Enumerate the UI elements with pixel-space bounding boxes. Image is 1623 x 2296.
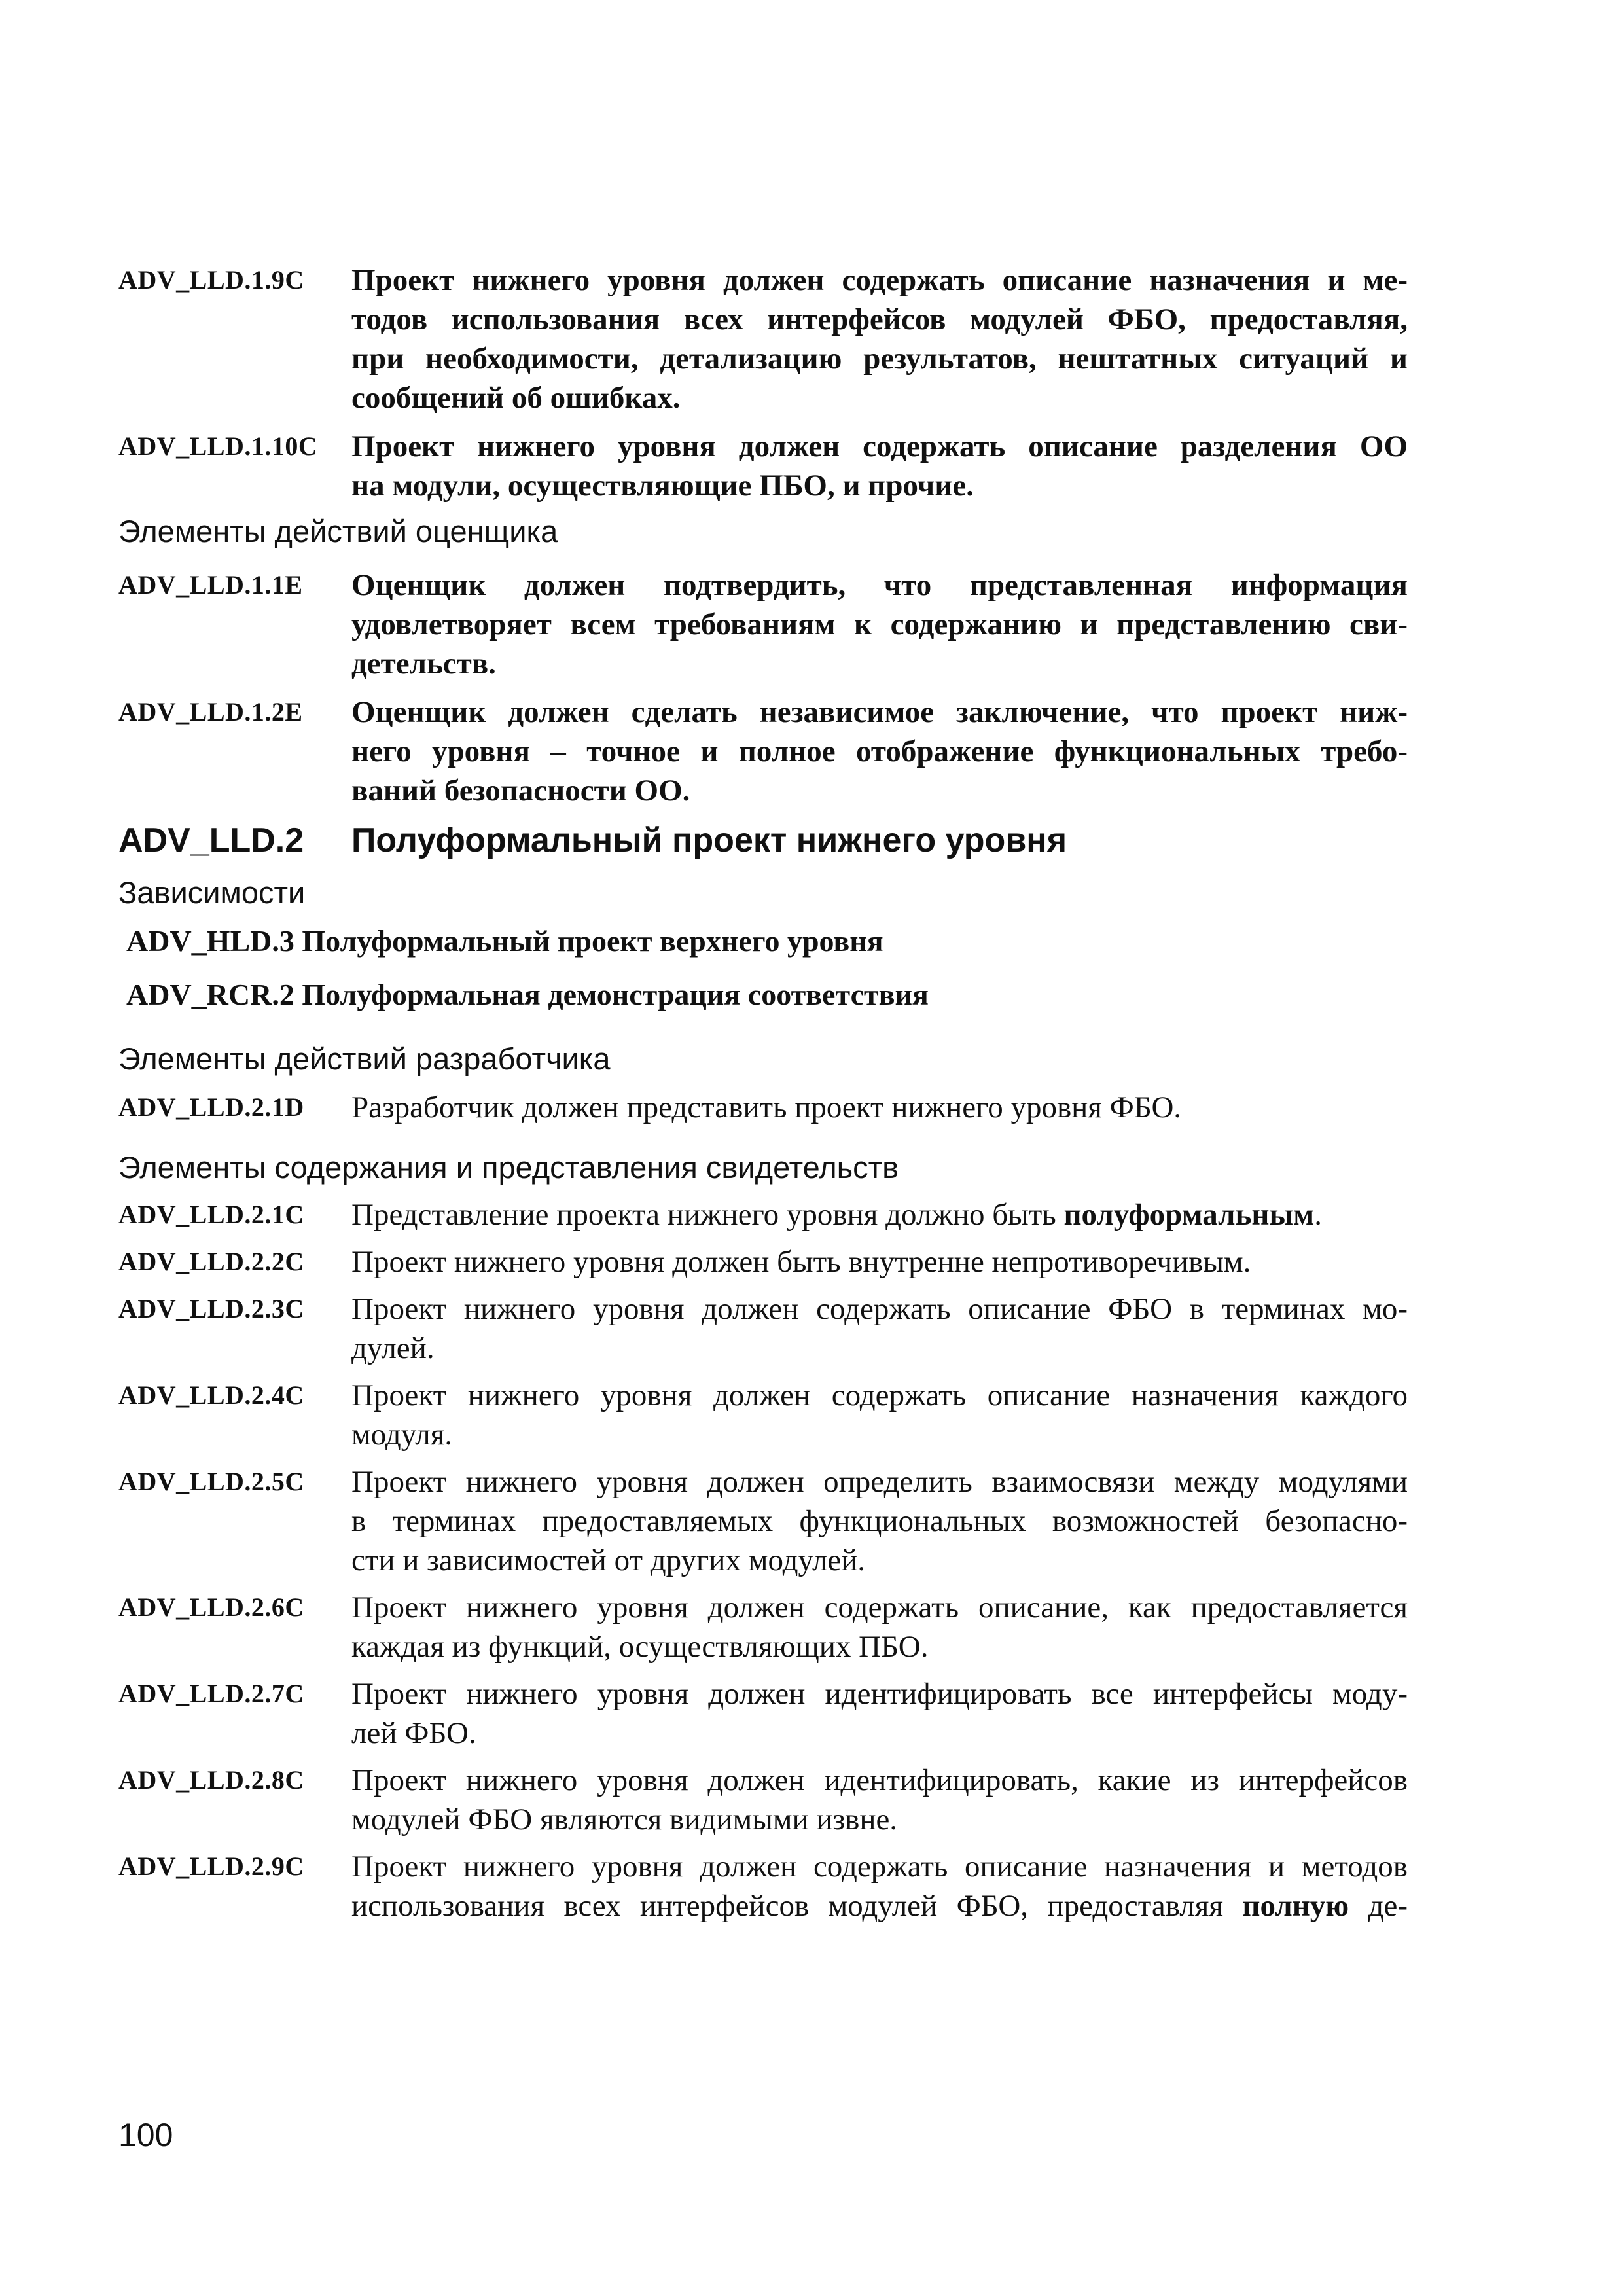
evaluator-element	[118, 692, 1408, 810]
content-element	[118, 1674, 1408, 1753]
text-line: при необходимости, детализацию результатов, нештатных ситуаций и	[351, 342, 1408, 376]
developer-element	[118, 1088, 1408, 1127]
content-element	[118, 1376, 1408, 1454]
content-element	[118, 1847, 1408, 1926]
text-line: него уровня – точное и полное отображение функциональных требо-	[351, 734, 1408, 768]
text-line: модуля.	[351, 1418, 453, 1452]
element-text	[351, 260, 1408, 418]
text-line: сти и зависимостей от других модулей.	[351, 1543, 866, 1577]
evaluator-element	[118, 565, 1408, 683]
element-text	[351, 692, 1408, 810]
dependency-item: ADV_HLD.3 Полуформальный проект верхнего уровня	[126, 924, 883, 958]
element-text	[351, 1195, 1408, 1234]
text-line: Проект нижнего уровня должен содержать описание, как предоставляется	[351, 1590, 1408, 1624]
element-text	[351, 565, 1408, 683]
dependencies-heading: Зависимости	[118, 875, 306, 910]
element-id: ADV_LLD.1.1E	[118, 570, 303, 600]
page-content	[118, 260, 1408, 1926]
section-heading	[118, 819, 1408, 861]
text-line: модулей ФБО являются видимыми извне.	[351, 1803, 898, 1837]
text-line: Проект нижнего уровня должен содержать описание назначения и ме-	[351, 263, 1408, 297]
content-heading: Элементы содержания и представления свидетельств	[118, 1150, 899, 1185]
page-number: 100	[118, 2117, 173, 2153]
element-id: ADV_LLD.2.7C	[118, 1679, 304, 1708]
developer-heading: Элементы действий разработчика	[118, 1041, 611, 1076]
text-run: использования всех интерфейсов модулей ФБО, предоставляя	[351, 1889, 1243, 1923]
text-line: тодов использования всех интерфейсов модулей ФБО, предоставляя,	[351, 302, 1408, 336]
element-id: ADV_LLD.2.1D	[118, 1092, 304, 1122]
text-line: Проект нижнего уровня должен содержать описание разделения ОО	[351, 429, 1408, 463]
element-text	[351, 1088, 1408, 1127]
element-id: ADV_LLD.2.3C	[118, 1294, 304, 1323]
text-line: Проект нижнего уровня должен содержать описание назначения каждого	[351, 1378, 1408, 1412]
element-text	[351, 1674, 1408, 1753]
text-line: Проект нижнего уровня должен содержать описание ФБО в терминах мо-	[351, 1292, 1408, 1326]
content-element	[118, 1195, 1408, 1234]
element-id: ADV_LLD.2.8C	[118, 1765, 304, 1795]
element-text	[351, 1761, 1408, 1839]
element-id: ADV_LLD.1.10C	[118, 431, 318, 461]
evaluator-heading: Элементы действий оценщика	[118, 514, 558, 548]
text-line: Проект нижнего уровня должен содержать описание назначения и методов	[351, 1850, 1408, 1884]
element-id: ADV_LLD.2.2C	[118, 1247, 304, 1276]
element-id: ADV_LLD.1.2E	[118, 697, 303, 726]
element-id: ADV_LLD.2.6C	[118, 1592, 304, 1622]
element-text	[351, 1588, 1408, 1666]
content-element	[118, 1588, 1408, 1666]
content-element	[118, 1242, 1408, 1282]
text-run: де-	[1349, 1889, 1408, 1923]
text-line	[351, 1195, 1408, 1234]
element-id: ADV_LLD.2.9C	[118, 1852, 304, 1881]
section-title: Полуформальный проект нижнего уровня	[351, 821, 1067, 859]
text-run: Представление проекта нижнего уровня должно быть	[351, 1198, 1064, 1232]
element-text	[351, 1376, 1408, 1454]
text-line: каждая из функций, осуществляющих ПБО.	[351, 1630, 929, 1664]
text-line: в терминах предоставляемых функциональных возможностей безопасно-	[351, 1504, 1408, 1538]
bold-term: полуформальным	[1063, 1198, 1315, 1232]
text-line: Проект нижнего уровня должен определить взаимосвязи между модулями	[351, 1465, 1408, 1499]
prev-element	[118, 427, 1408, 505]
text-line: удовлетворяет всем требованиям к содержанию и представлению сви-	[351, 607, 1408, 641]
prev-element	[118, 260, 1408, 418]
text-line: лей ФБО.	[351, 1716, 476, 1750]
text-run: .	[1314, 1198, 1322, 1232]
content-element	[118, 1289, 1408, 1368]
section-number: ADV_LLD.2	[118, 821, 304, 859]
element-id: ADV_LLD.2.4C	[118, 1380, 304, 1410]
element-text	[351, 1289, 1408, 1368]
text-line: дулей.	[351, 1331, 435, 1365]
text-line: ваний безопасности ОО.	[351, 774, 690, 808]
element-text	[351, 427, 1408, 505]
element-text	[351, 1462, 1408, 1580]
dependency-item: ADV_RCR.2 Полуформальная демонстрация соответствия	[126, 978, 929, 1011]
content-element	[118, 1761, 1408, 1839]
element-text	[351, 1242, 1408, 1282]
text-line: Проект нижнего уровня должен быть внутренне непротиворечивым.	[351, 1245, 1251, 1279]
element-id: ADV_LLD.2.5C	[118, 1467, 304, 1496]
text-line: сообщений об ошибках.	[351, 381, 681, 415]
text-line: Оценщик должен сделать независимое заключение, что проект ниж-	[351, 695, 1408, 729]
content-element	[118, 1462, 1408, 1580]
text-line: детельств.	[351, 647, 496, 681]
text-line: Проект нижнего уровня должен идентифицировать, какие из интерфейсов	[351, 1763, 1408, 1797]
text-line: на модули, осуществляющие ПБО, и прочие.	[351, 469, 974, 503]
text-line: Оценщик должен подтвердить, что представленная информация	[351, 568, 1408, 602]
text-line	[351, 1886, 1408, 1926]
text-line: Проект нижнего уровня должен идентифицировать все интерфейсы моду-	[351, 1677, 1408, 1711]
element-text	[351, 1847, 1408, 1926]
element-id: ADV_LLD.2.1C	[118, 1200, 304, 1229]
text-line: Разработчик должен представить проект нижнего уровня ФБО.	[351, 1090, 1182, 1124]
bold-term: полную	[1242, 1889, 1349, 1923]
element-id: ADV_LLD.1.9C	[118, 265, 304, 295]
